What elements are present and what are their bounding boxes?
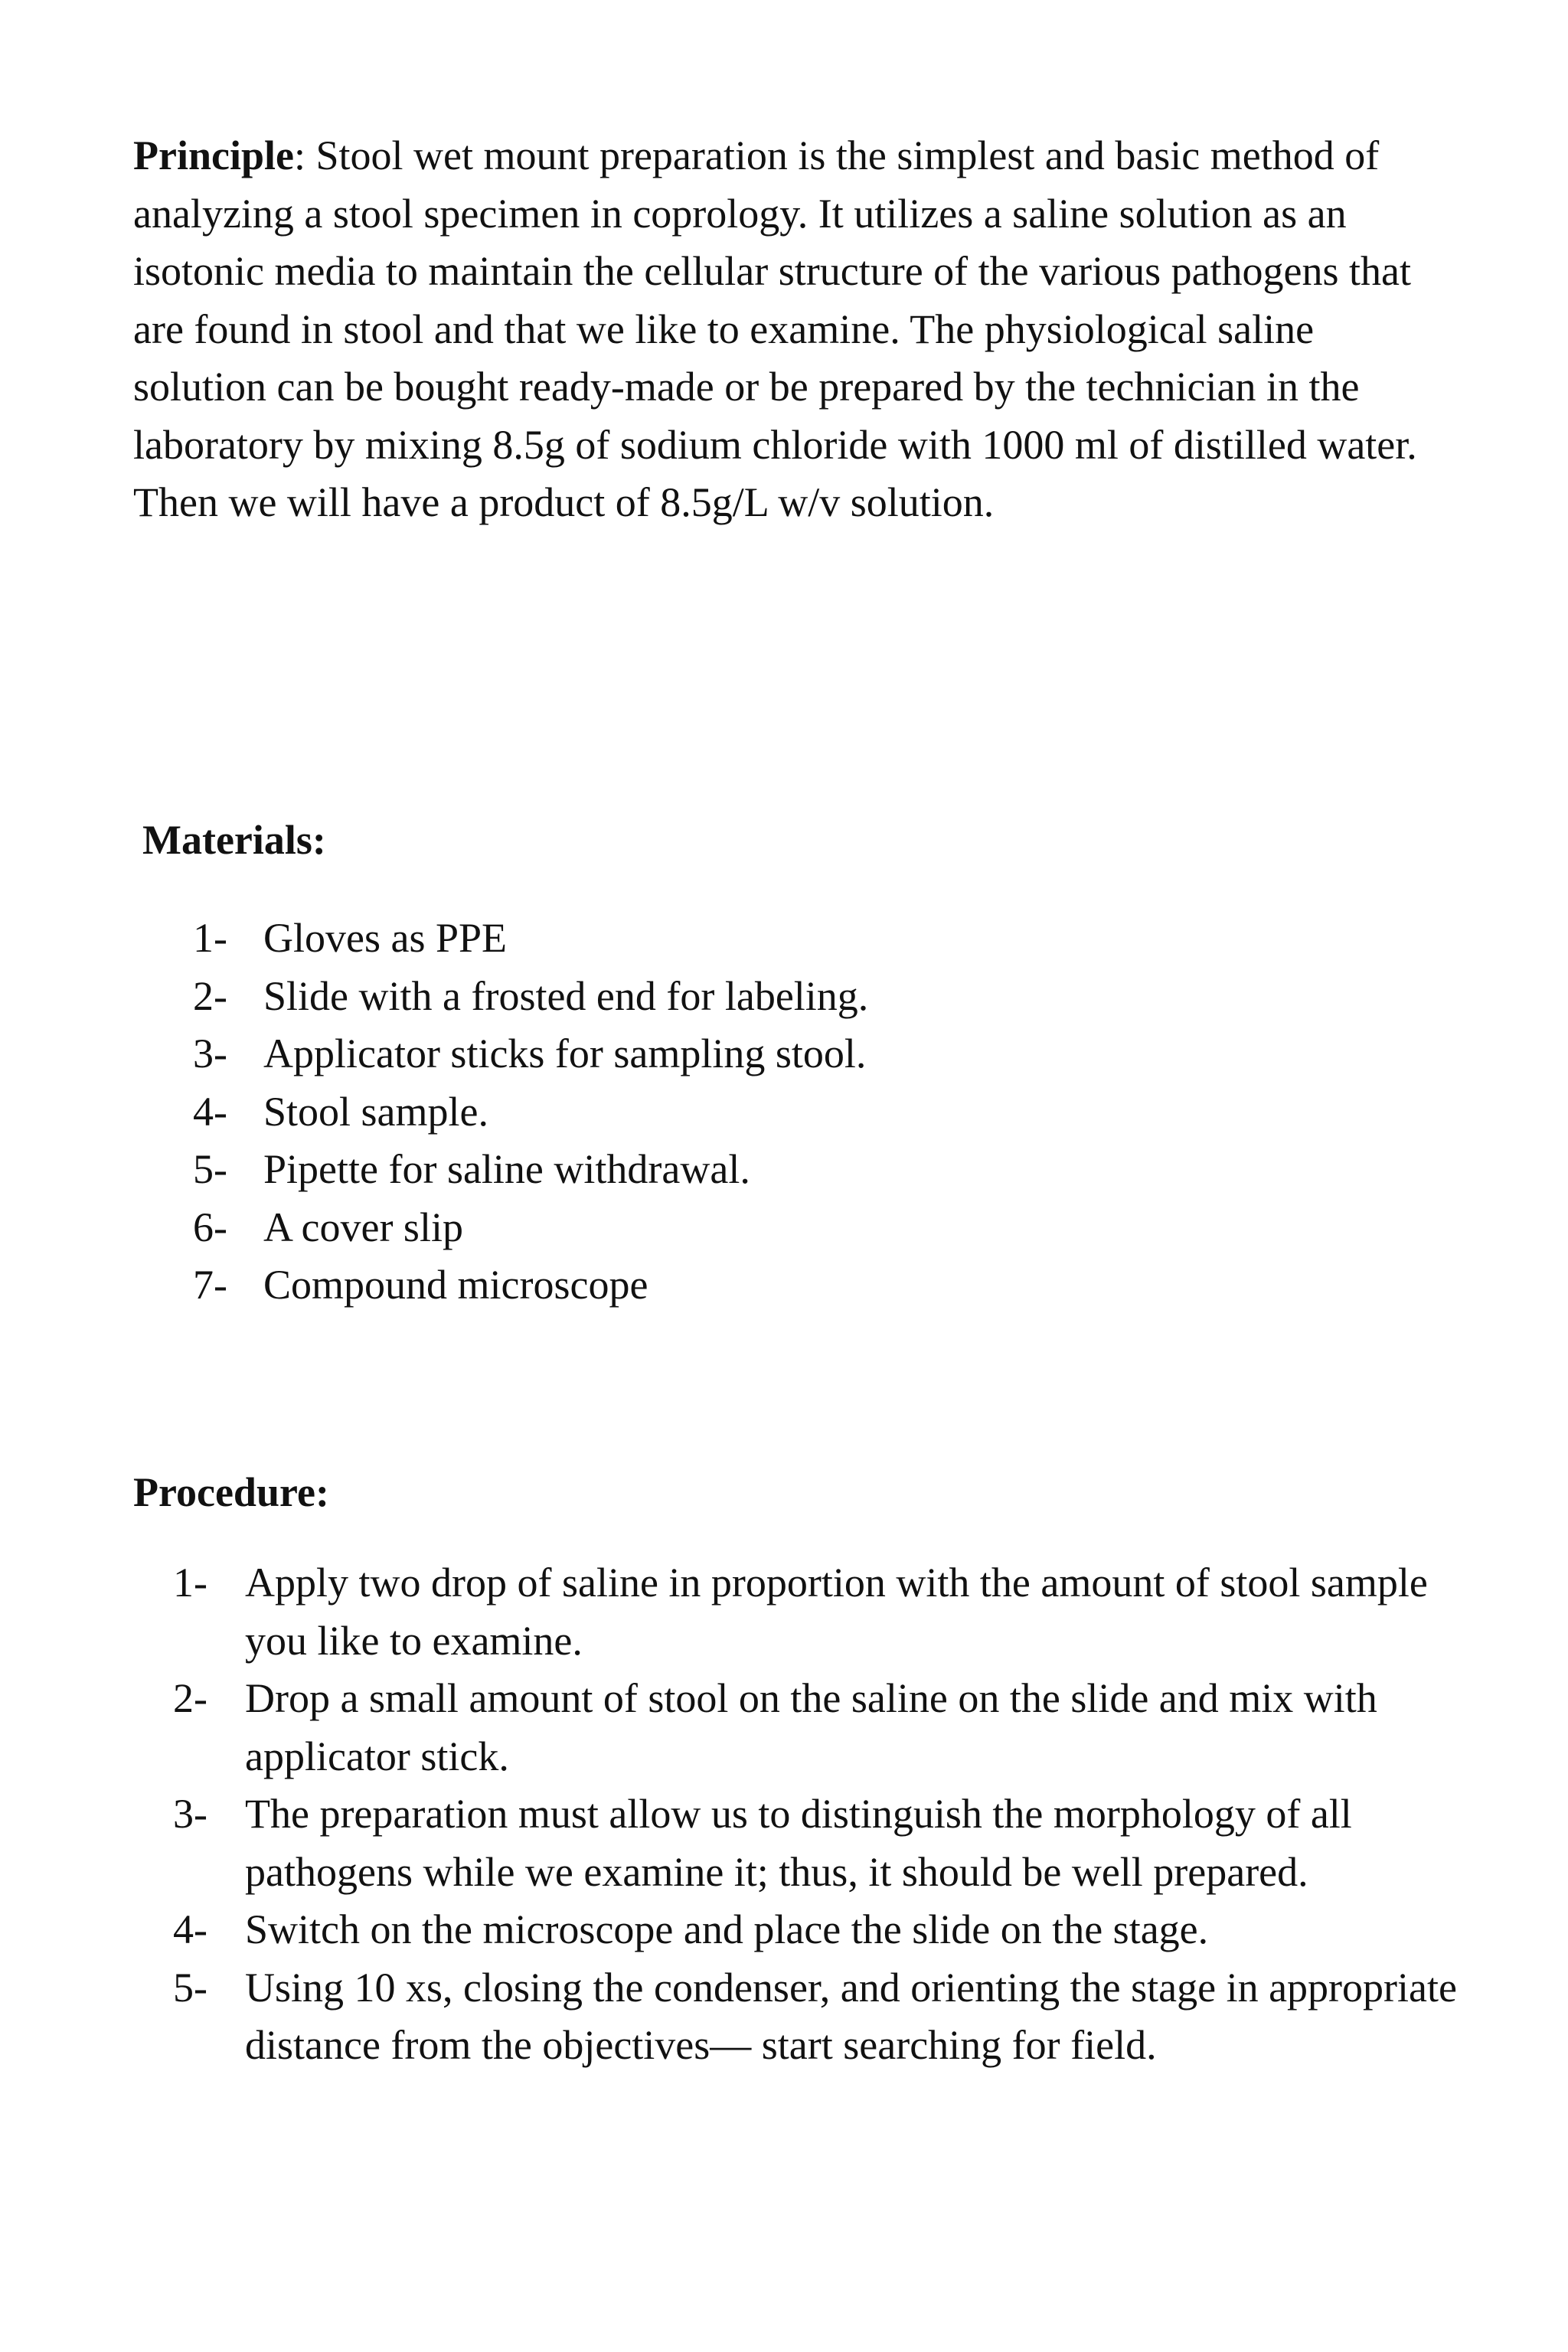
list-item: [193, 910, 1341, 968]
list-number: 3-: [173, 1791, 207, 1837]
principle-text: : Stool wet mount preparation is the simplest and basic method of analyzing a stool specimen in coprology. It utilizes a saline solution as an isotonic media to maintain the cellular structure of the various pathogens that are found in stool and that we like to examine. The physiological saline solution can be bought ready-made or be prepared by the technician in the laboratory by mixing 8.5g of sodium chloride with 1000 ml of distilled water. Then we will have a product of 8.5g/L w/v solution.: [133, 132, 1417, 525]
list-text: Applicator sticks for sampling stool.: [263, 1031, 867, 1076]
list-number: 1-: [193, 915, 227, 961]
list-number: 3-: [193, 1031, 227, 1076]
list-number: 5-: [193, 1146, 227, 1192]
list-item: [193, 1199, 1341, 1257]
list-item: [173, 1670, 1459, 1785]
list-text: Stool sample.: [263, 1088, 488, 1135]
list-text: Drop a small amount of stool on the saline on the slide and mix with applicator stick.: [245, 1675, 1377, 1779]
list-item: [173, 1554, 1459, 1670]
list-item: [173, 1901, 1459, 1959]
list-item: [193, 968, 1341, 1026]
list-number: 1-: [173, 1560, 207, 1606]
list-number: 6-: [193, 1204, 227, 1250]
list-text: The preparation must allow us to distinguish the morphology of all pathogens while we examine it; thus, it should be well prepared.: [245, 1791, 1352, 1895]
list-item: [173, 1785, 1459, 1901]
principle-label: Principle: [133, 132, 294, 178]
list-text: Compound microscope: [263, 1262, 648, 1308]
list-number: 4-: [173, 1906, 207, 1952]
list-item: [193, 1083, 1341, 1142]
list-item: [173, 1959, 1459, 2075]
list-number: 2-: [173, 1675, 207, 1721]
list-text: Using 10 xs, closing the condenser, and orienting the stage in appropriate distance from the objectives— start searching for field.: [245, 1964, 1457, 2068]
list-item: [193, 1141, 1341, 1199]
list-text: Apply two drop of saline in proportion with the amount of stool sample you like to examine.: [245, 1560, 1428, 1664]
list-text: Slide with a frosted end for labeling.: [263, 972, 869, 1019]
materials-list: [193, 910, 1341, 1315]
list-number: 5-: [173, 1964, 207, 2011]
principle-paragraph: [133, 127, 1450, 532]
procedure-heading: Procedure:: [133, 1469, 329, 1515]
list-number: 7-: [193, 1262, 227, 1308]
list-text: A cover slip: [263, 1204, 463, 1250]
list-item: [193, 1025, 1341, 1083]
list-text: Gloves as PPE: [263, 915, 508, 961]
materials-heading: Materials:: [142, 817, 326, 863]
list-number: 2-: [193, 972, 227, 1019]
list-text: Pipette for saline withdrawal.: [263, 1146, 750, 1192]
procedure-list: [173, 1554, 1459, 2075]
list-item: [193, 1256, 1341, 1315]
list-number: 4-: [193, 1088, 227, 1135]
list-text: Switch on the microscope and place the slide on the stage.: [245, 1906, 1209, 1952]
